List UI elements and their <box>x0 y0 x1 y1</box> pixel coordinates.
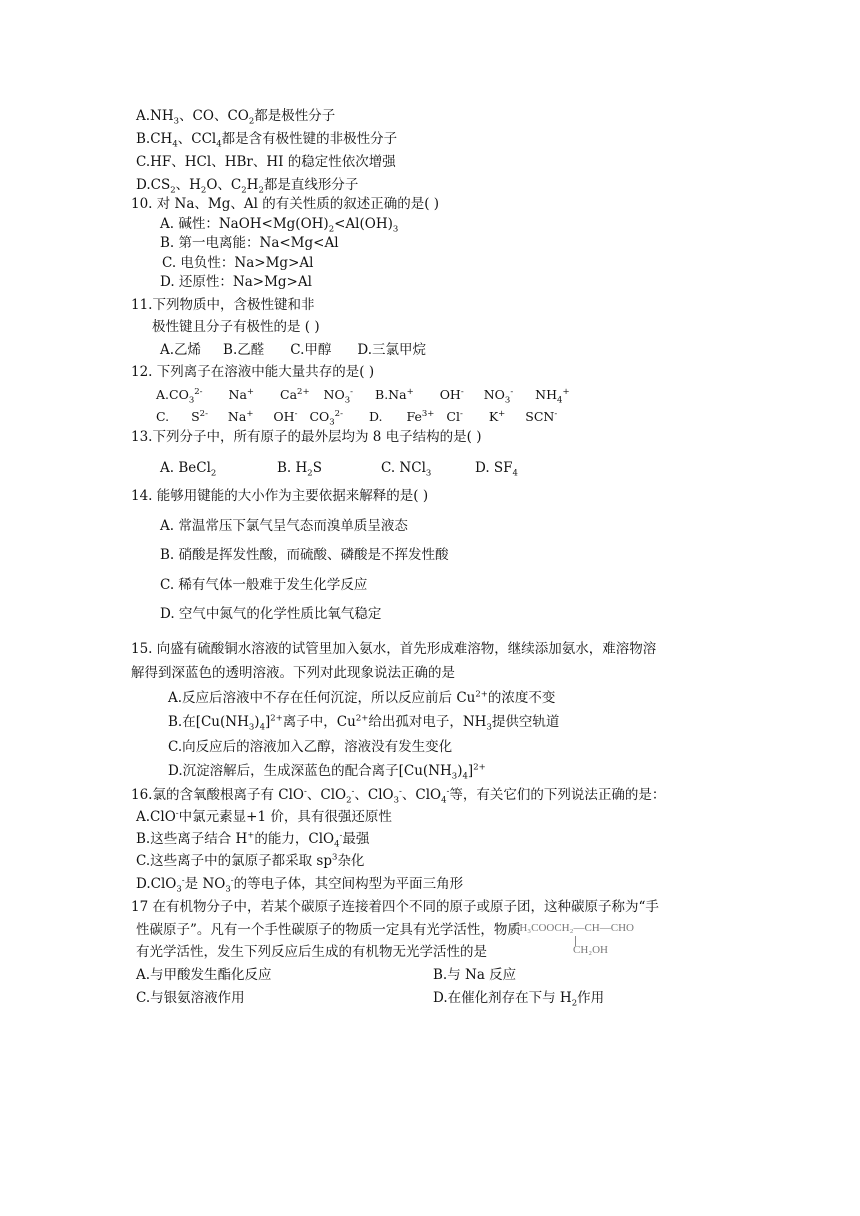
q9-option-d: $D.CS_2$、$H_2O$、$C_2H_2$都是直线形分子 <box>136 177 359 196</box>
q11-stem-line2: 极性键且分子有极性的是 ( ) <box>152 319 320 335</box>
q17-stem-line2: 性碳原子”。凡有一个手性碳原子的物质一定具有光学活性，物质 <box>136 922 521 938</box>
q10-option-d: D. 还原性：Na>Mg>Al <box>160 274 312 290</box>
q15-option-a: A.反应后溶液中不存在任何沉淀，所以反应前后 $Cu^{2+}$的浓度不变 <box>168 689 556 706</box>
q12-stem: 12. 下列离子在溶液中能大量共存的是( ) <box>131 364 375 380</box>
q14-stem: 14. 能够用键能的大小作为主要依据来解释的是( ) <box>131 488 429 504</box>
q13-option-b: B. $H_2S$ <box>277 460 322 479</box>
q12-option-a-b: $A.CO_3^{2-}$ Na+ $Ca^{2+}$ $NO_3^-$ B.Na+ OH- $NO_3^-$ $NH_4^+$ <box>156 386 570 406</box>
q11-option-a: A.乙烯 <box>160 342 202 358</box>
q17-option-a: A.与甲酸发生酯化反应 <box>136 967 272 983</box>
q15-option-d: D.沉淀溶解后，生成深蓝色的配合离子$[Cu(NH_3)_4]^{2+}$ <box>168 762 486 782</box>
q10-option-a: A. 碱性：$NaOH<Mg(OH)_2<Al(OH)_3$ <box>160 216 399 235</box>
q11-option-c: C.甲醇 <box>290 342 332 358</box>
q16-option-a: A.ClO-中氯元素显+1 价，具有很强还原性 <box>136 808 392 825</box>
q14-option-b: B. 硝酸是挥发性酸，而硫酸、磷酸是不挥发性酸 <box>160 547 449 563</box>
q14-option-a: A. 常温常压下氯气呈气态而溴单质呈液态 <box>160 518 408 534</box>
q10-option-c: C. 电负性：Na>Mg>Al <box>162 255 314 271</box>
q16-option-d: D.ClO$_3$-是 $NO_3^-$的等电子体，其空间构型为平面三角形 <box>136 875 464 895</box>
structure-substituent: CH₂OH <box>573 944 609 956</box>
q17-stem-line1: 17 在有机物分子中，若某个碳原子连接着四个不同的原子或原子团，这种碳原子称为“手 <box>131 899 659 915</box>
q16-option-b: B.这些离子结合 H+的能力，ClO$_4$-最强 <box>136 830 370 850</box>
q10-option-b: B. 第一电离能：Na<Mg<Al <box>160 235 339 251</box>
q14-option-d: D. 空气中氮气的化学性质比氧气稳定 <box>160 606 382 622</box>
q15-option-b: B.在$[Cu(NH_3)_4]^{2+}$离子中，$Cu^{2+}$给出孤对电子，$NH_3$提供空轨道 <box>168 713 560 733</box>
q13-stem: 13.下列分子中，所有原子的最外层均为 8 电子结构的是( ) <box>131 429 482 445</box>
q9-option-c: C.HF、HCl、HBr、HI 的稳定性依次增强 <box>136 154 396 170</box>
q15-option-c: C.向反应后的溶液加入乙醇，溶液没有发生变化 <box>168 739 453 755</box>
q12-option-c-d: C. $S^{2-}$ Na+ OH- $CO_3^{2-}$ D. $Fe^{3+}$ Cl- K+ SCN- <box>156 408 558 428</box>
q17-option-c: C.与银氨溶液作用 <box>136 990 245 1006</box>
q13-option-a: A. BeCl$_2$ <box>160 460 217 479</box>
q14-option-c: C. 稀有气体一般难于发生化学反应 <box>160 577 368 593</box>
q13-option-d: D. $SF_4$ <box>475 460 518 479</box>
q15-stem-line2: 解得到深蓝色的透明溶液。下列对此现象说法正确的是 <box>131 665 455 681</box>
q16-stem: 16.氯的含氧酸根离子有 ClO-、ClO$_2$-、ClO$_3$-、ClO$_4$-等，有关它们的下列说法正确的是： <box>131 786 666 806</box>
q16-option-c: C.这些离子中的氯原子都采取 $sp^3$杂化 <box>136 852 365 869</box>
q17-stem-line3: 有光学活性，发生下列反应后生成的有机物无光学活性的是 <box>136 944 487 960</box>
q11-stem-line1: 11.下列物质中，含极性键和非 <box>131 297 315 313</box>
q9-option-a: $A.NH_3$、CO、$CO_2$都是极性分子 <box>136 108 336 127</box>
q17-option-d: D.在催化剂存在下与 $H_2$作用 <box>433 990 605 1009</box>
q11-option-b: B.乙醛 <box>223 342 265 358</box>
q11-options <box>160 341 426 359</box>
structure-main-chain: CH₃COOCH₂—CH—CHO <box>512 922 634 934</box>
q17-option-b: B.与 Na 反应 <box>433 967 517 983</box>
q13-option-c: C. NCl$_3$ <box>381 460 432 479</box>
q10-stem: 10. 对 Na、Mg、Al 的有关性质的叙述正确的是( ) <box>131 196 440 212</box>
q9-option-b: $B.CH_4$、CCl$_4$都是含有极性键的非极性分子 <box>136 131 398 150</box>
q15-stem-line1: 15. 向盛有硫酸铜水溶液的试管里加入氨水，首先形成难溶物，继续添加氨水，难溶物溶 <box>131 641 657 657</box>
q11-option-d: D.三氯甲烷 <box>357 342 427 358</box>
